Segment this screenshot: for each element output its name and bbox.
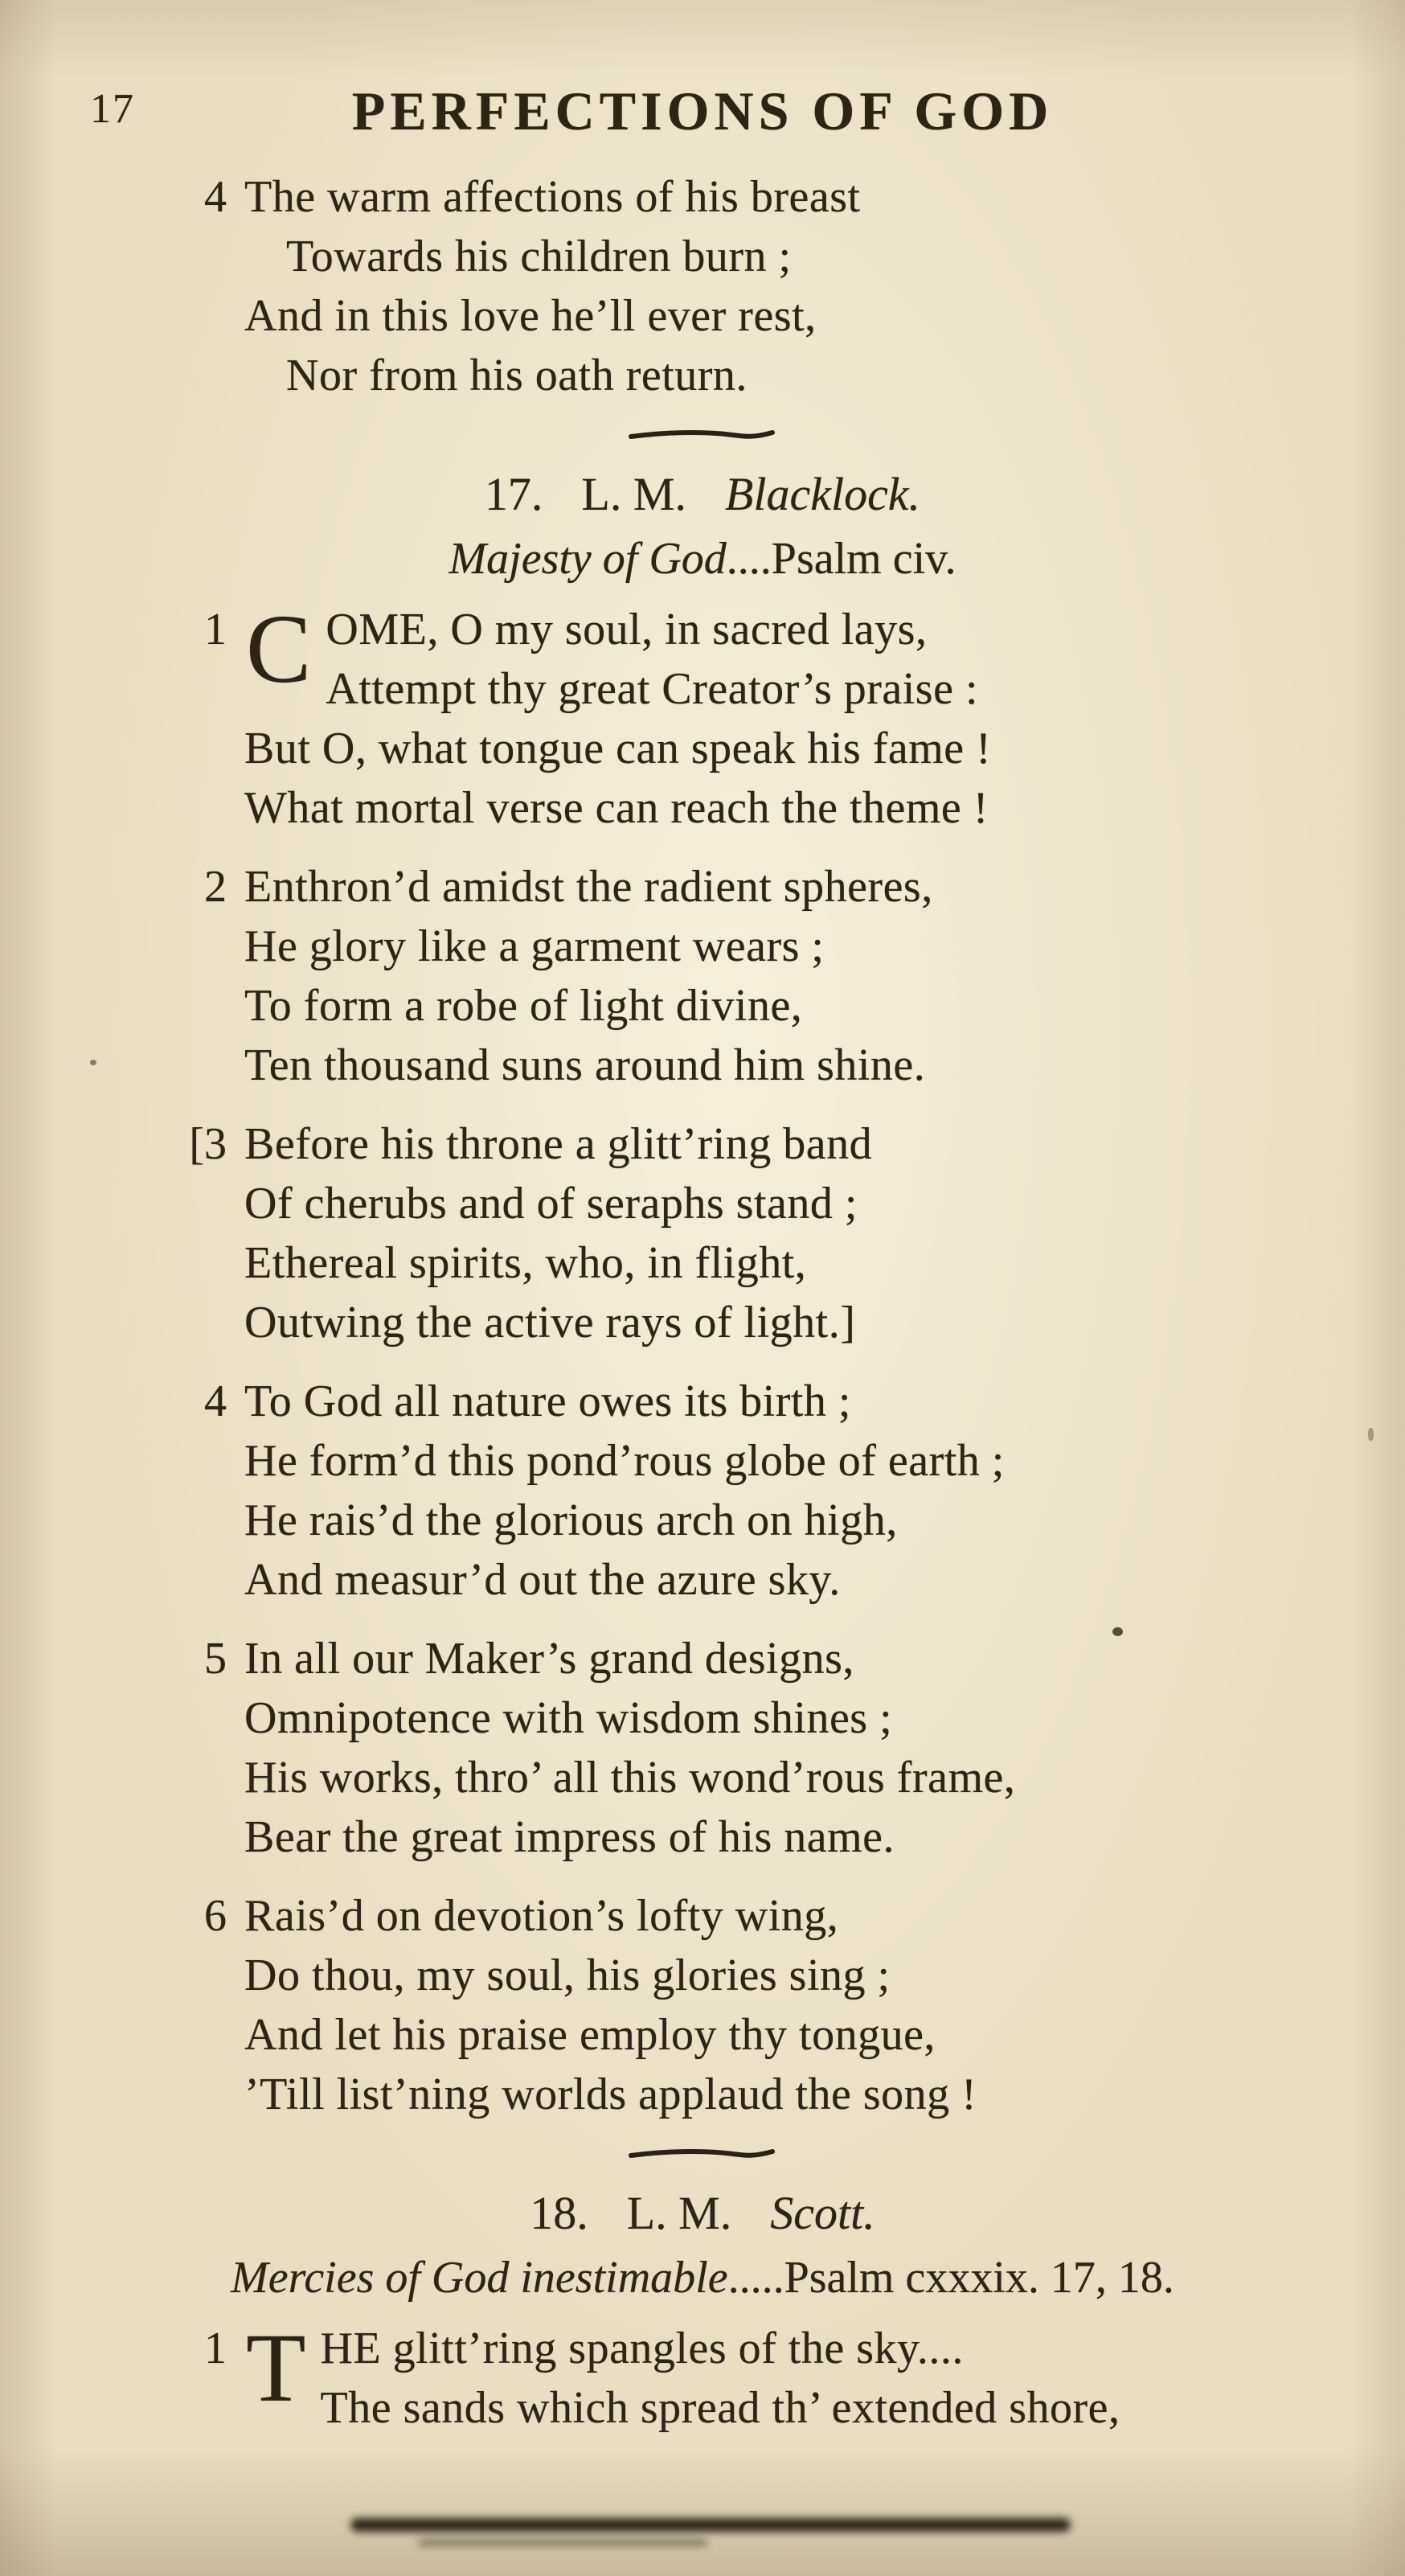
hymn-meter: L. M. bbox=[626, 2187, 732, 2239]
hymn-author: Scott. bbox=[770, 2187, 875, 2239]
verse-line: What mortal verse can reach the theme ! bbox=[244, 783, 989, 833]
drop-cap: C bbox=[246, 595, 312, 703]
scan-smudge bbox=[350, 2518, 1071, 2532]
ink-speck bbox=[1112, 1627, 1123, 1636]
hymn-author: Blacklock. bbox=[724, 468, 921, 520]
verse-line: Before his throne a glitt’ring band bbox=[244, 1119, 873, 1169]
verse-line: His works, thro’ all this wond’rous frame, bbox=[244, 1753, 1016, 1803]
stanza bbox=[169, 167, 1405, 405]
divider-flourish bbox=[628, 2143, 777, 2164]
verse-line: Bear the great impress of his name. bbox=[244, 1812, 895, 1862]
stanza bbox=[169, 1629, 1405, 1867]
verse-line: Outwing the active rays of light.] bbox=[244, 1298, 856, 1347]
stanza-lines bbox=[244, 1372, 1405, 1610]
stanza-lines bbox=[244, 1629, 1405, 1867]
stanza-number: [3 bbox=[189, 1119, 227, 1169]
verse-line: Rais’d on devotion’s lofty wing, bbox=[244, 1891, 839, 1941]
stanza-lines bbox=[244, 1886, 1405, 2124]
hymn-subtitle bbox=[0, 2246, 1405, 2309]
verse-line: He rais’d the glorious arch on high, bbox=[244, 1495, 898, 1545]
hymn-meter: L. M. bbox=[581, 468, 686, 520]
stanza bbox=[169, 857, 1405, 1095]
verse-line: In all our Maker’s grand designs, bbox=[244, 1634, 854, 1684]
hymn-18 bbox=[0, 2180, 1405, 2438]
verse-line: To form a robe of light divine, bbox=[244, 981, 803, 1031]
verse-line: Omnipotence with wisdom shines ; bbox=[244, 1693, 893, 1743]
verse-line: And let his praise employ thy tongue, bbox=[244, 2010, 936, 2060]
stanza bbox=[169, 1372, 1405, 1610]
verse-line: And in this love he’ll ever rest, bbox=[244, 291, 817, 341]
verse-line: He glory like a garment wears ; bbox=[244, 921, 825, 971]
divider-flourish bbox=[628, 425, 777, 445]
drop-cap: T bbox=[246, 2314, 306, 2422]
hymn-subtitle bbox=[0, 527, 1405, 590]
section-divider bbox=[0, 425, 1405, 452]
verse-line: Nor from his oath return. bbox=[286, 351, 748, 400]
stanza-number: 1 bbox=[204, 2324, 227, 2373]
ink-speck bbox=[90, 1060, 96, 1065]
verse-line: He form’d this pond’rous globe of earth ; bbox=[244, 1436, 1005, 1486]
stanza bbox=[169, 1886, 1405, 2124]
verse-line: The warm affections of his breast bbox=[244, 172, 861, 222]
hymn-17 bbox=[0, 461, 1405, 2124]
stanza-number: 1 bbox=[204, 605, 227, 654]
verse-line: HE glitt’ring spangles of the sky.... bbox=[320, 2324, 964, 2373]
section-divider bbox=[0, 2143, 1405, 2171]
page-number: 17 bbox=[90, 86, 135, 132]
scan-smudge bbox=[418, 2539, 707, 2546]
stanza bbox=[169, 2314, 1405, 2438]
verse-line: The sands which spread th’ extended shore, bbox=[320, 2383, 1120, 2433]
ink-speck bbox=[1368, 1428, 1374, 1441]
stanza-lines bbox=[244, 167, 1405, 405]
verse-line: Attempt thy great Creator’s praise : bbox=[326, 664, 978, 714]
stanza-number: 4 bbox=[204, 172, 227, 222]
verse-line: Ethereal spirits, who, in flight, bbox=[244, 1238, 807, 1288]
hymn-number: 17. bbox=[484, 468, 543, 520]
verse-line: And measur’d out the azure sky. bbox=[244, 1555, 841, 1605]
verse-line: ’Till list’ning worlds applaud the song ! bbox=[244, 2069, 977, 2119]
stanza bbox=[169, 1114, 1405, 1352]
stanza-number: 2 bbox=[204, 862, 227, 912]
hymn-heading bbox=[0, 461, 1405, 527]
stanza-number: 6 bbox=[204, 1891, 227, 1941]
stanza-lines bbox=[244, 2314, 1405, 2438]
verse-line: But O, what tongue can speak his fame ! bbox=[244, 724, 992, 773]
stanza-number: 4 bbox=[204, 1376, 227, 1426]
stanza-lines bbox=[244, 1114, 1405, 1352]
verse-line: Do thou, my soul, his glories sing ; bbox=[244, 1950, 891, 2000]
hymn-subtitle-italic: Majesty of God bbox=[449, 534, 727, 584]
verse-line: OME, O my soul, in sacred lays, bbox=[326, 605, 928, 654]
verse-line: To God all nature owes its birth ; bbox=[244, 1376, 851, 1426]
stanza-lines bbox=[244, 857, 1405, 1095]
hymn-heading bbox=[0, 2180, 1405, 2246]
stanza-lines bbox=[244, 595, 1405, 838]
hymn-subtitle-roman: ....Psalm civ. bbox=[726, 534, 956, 584]
verse-line: Enthron’d amidst the radient spheres, bbox=[244, 862, 933, 912]
verse-line: Of cherubs and of seraphs stand ; bbox=[244, 1179, 858, 1229]
stanza bbox=[169, 595, 1405, 838]
hymn-subtitle-italic: Mercies of God inestimable bbox=[231, 2253, 728, 2303]
verse-line: Ten thousand suns around him shine. bbox=[244, 1040, 926, 1090]
hymn-subtitle-roman: .....Psalm cxxxix. 17, 18. bbox=[727, 2253, 1174, 2303]
verse-line: Towards his children burn ; bbox=[286, 232, 792, 281]
hymn-number: 18. bbox=[530, 2187, 588, 2239]
running-title: PERFECTIONS OF GOD bbox=[351, 80, 1054, 142]
stanza-number: 5 bbox=[204, 1634, 227, 1684]
page-header bbox=[0, 74, 1405, 148]
